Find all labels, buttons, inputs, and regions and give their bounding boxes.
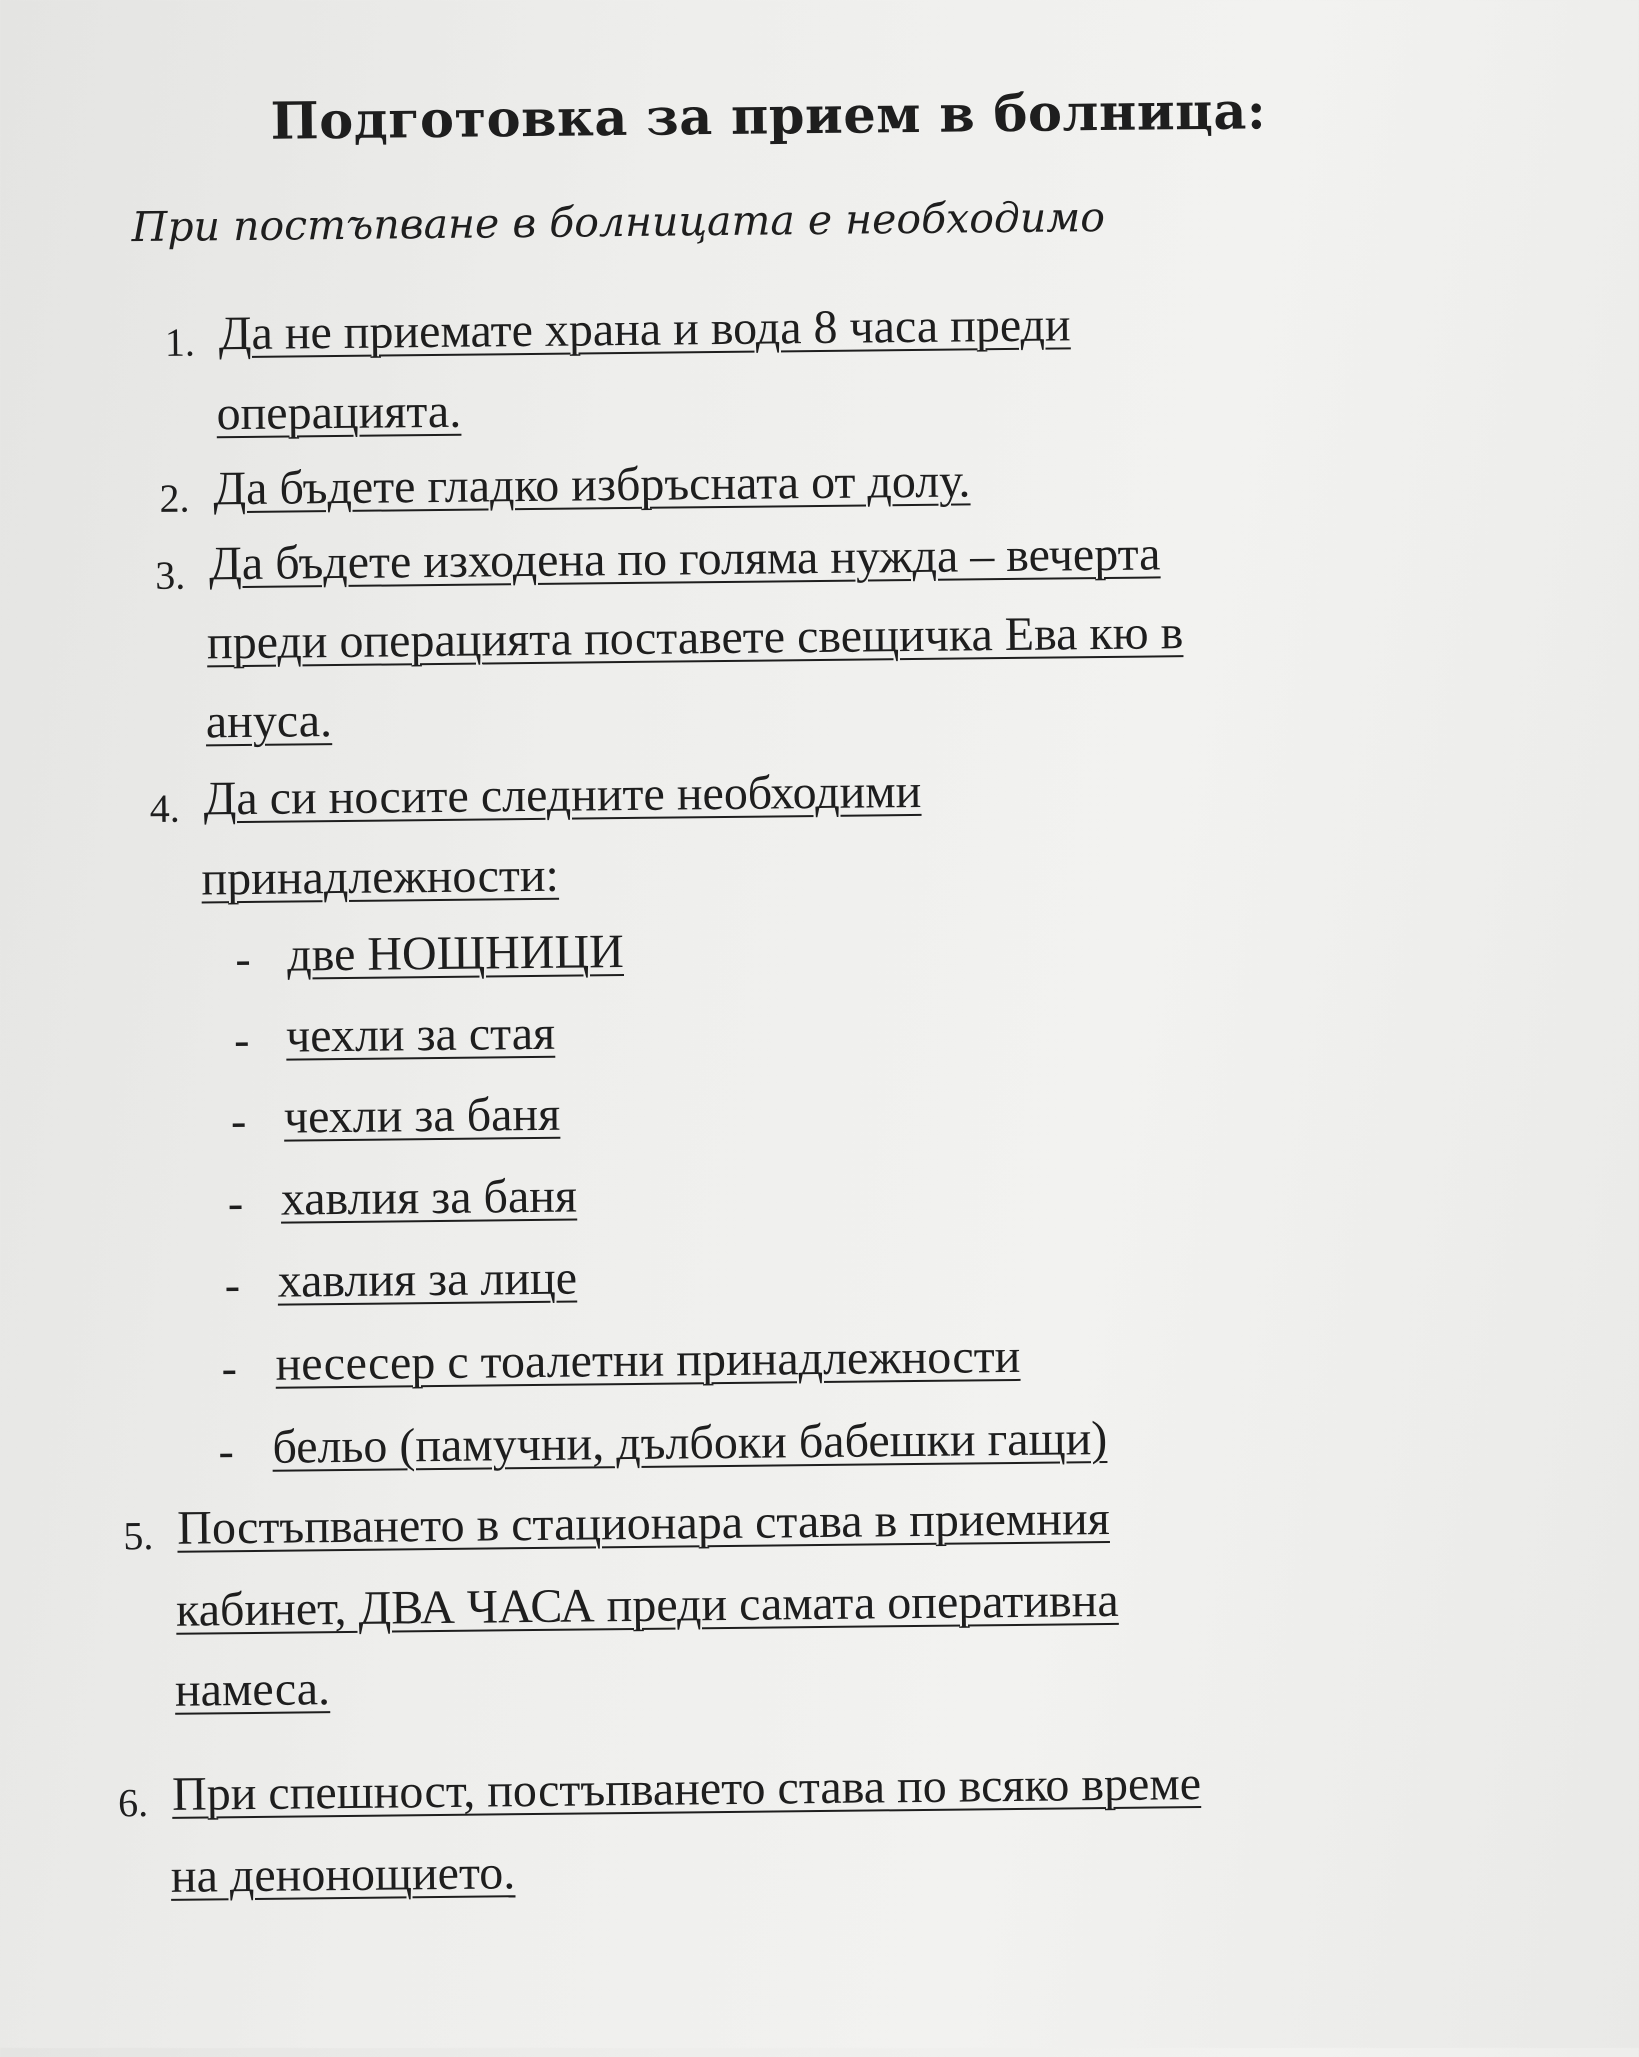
item-line: кабинет, ДВА ЧАСА преди самата оперативна (175, 1573, 1119, 1637)
bullet-dash: - (233, 1013, 250, 1066)
supply-item: хавлия за лице (277, 1251, 578, 1308)
item-line: ануса. (205, 694, 333, 749)
supply-item: хавлия за баня (280, 1169, 578, 1226)
supply-item: чехли за стая (285, 1006, 556, 1063)
item-line: преди операцията поставете свещичка Ева кю в (206, 606, 1184, 670)
item-line: Постъпването в стационара става в приемния (176, 1491, 1110, 1555)
item-number: 3. (155, 552, 186, 598)
item-line: принадлежности: (201, 848, 560, 906)
supply-item: две НОЩНИЦИ (286, 925, 625, 982)
supply-item: несесер с тоалетни принадлежности (275, 1329, 1021, 1391)
item-line: намеса. (174, 1662, 331, 1717)
item-line: При спешност, постъпването става по всяко време (171, 1757, 1202, 1821)
item-line: Да не приемате храна и вода 8 часа преди (218, 298, 1071, 361)
item-number: 4. (149, 785, 180, 832)
item-line: Да си носите следните необходими (203, 764, 922, 826)
bullet-dash: - (218, 1425, 235, 1477)
bullet-dash: - (235, 932, 251, 985)
item-line: операцията. (216, 384, 462, 441)
item-line: Да бъдете гладко избръсната от долу. (213, 454, 971, 516)
item-number: 2. (159, 475, 190, 521)
page-title: Подготовка за прием в болница: (270, 81, 1267, 152)
bullet-dash: - (221, 1342, 238, 1394)
item-line: Да бъдете изходена по голяма нужда – вечерта (208, 527, 1161, 591)
bullet-dash: - (224, 1259, 241, 1311)
item-number: 6. (117, 1780, 149, 1826)
supply-item: бельо (памучни, дълбоки бабешки гащи) (272, 1412, 1108, 1474)
item-number: 5. (123, 1513, 154, 1559)
item-line: на денонощието. (170, 1846, 516, 1903)
bullet-dash: - (230, 1095, 247, 1147)
supply-item: чехли за баня (283, 1087, 561, 1144)
item-number: 1. (164, 319, 196, 365)
intro-text: При постъпване в болницата е необходимо (131, 192, 1106, 252)
bullet-dash: - (227, 1177, 244, 1229)
